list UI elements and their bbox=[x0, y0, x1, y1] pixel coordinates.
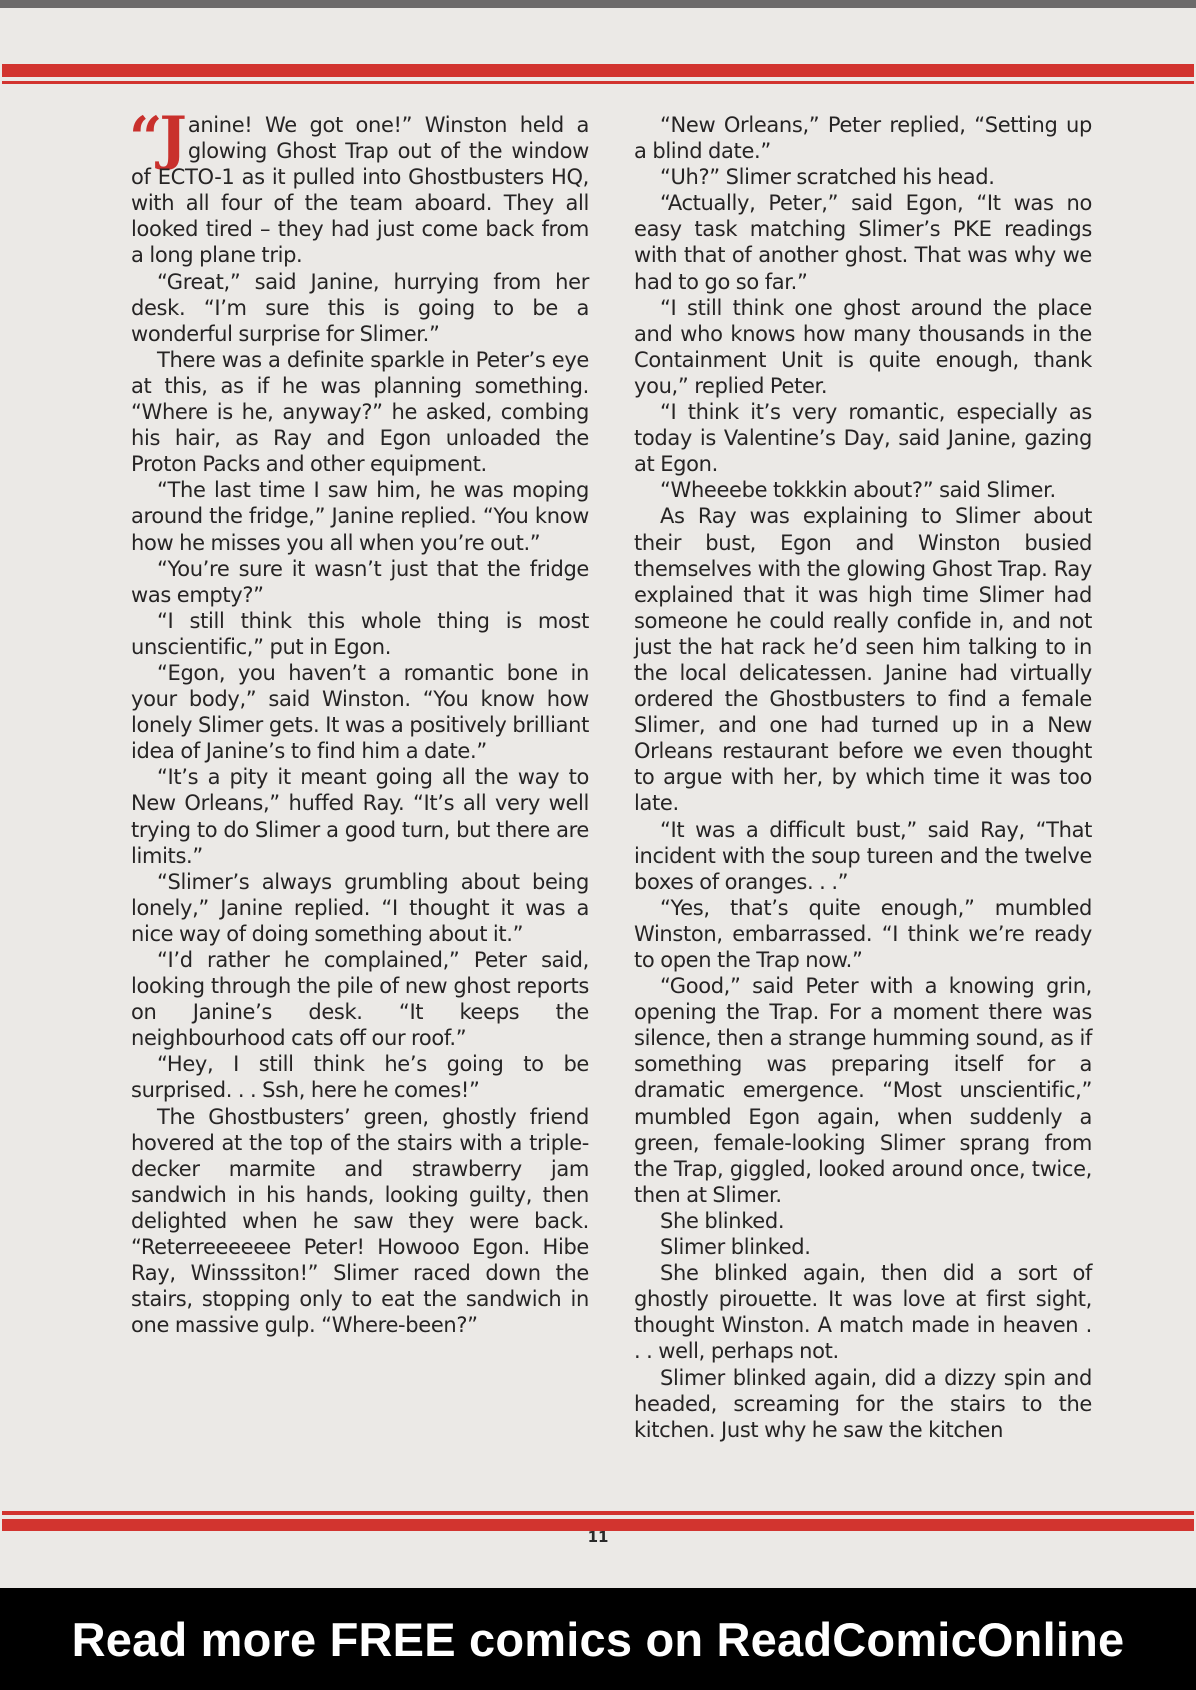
story-paragraph: She blinked again, then did a sort of ghostly pirouette. It was love at first sight, thought Winston. A match made in heaven . . . well, perhaps not. bbox=[634, 1261, 1092, 1364]
story-paragraph: “Egon, you haven’t a romantic bone in your body,” said Winston. “You know how lonely Slimer gets. It was a positively brilliant idea of Janine’s to find him a date.” bbox=[131, 660, 589, 764]
story-paragraph: “Great,” said Janine, hurrying from her desk. “I’m sure this is going to be a wonderful surprise for Slimer.” bbox=[131, 269, 589, 346]
story-paragraph: “New Orleans,” Peter replied, “Setting up a blind date.” bbox=[634, 113, 1092, 164]
story-paragraph: “Uh?” Slimer scratched his head. bbox=[660, 165, 995, 190]
story-paragraph: “Wheeebe tokkkin about?” said Slimer. bbox=[660, 478, 1056, 503]
page-number: 11 bbox=[587, 1528, 609, 1546]
story-paragraph: There was a definite sparkle in Peter’s eye at this, as if he was planning something. “Where is he, anyway?” he asked, combing his hair, as Ray and Egon unloaded the Proton Packs and other equipment. bbox=[131, 347, 589, 477]
story-paragraph: “Slimer’s always grumbling about being lonely,” Janine replied. “I thought it was a nice way of doing something about it.” bbox=[131, 869, 589, 946]
story-paragraph: As Ray was explaining to Slimer about their bust, Egon and Winston busied themselves with the glowing Ghost Trap. Ray explained that it was high time Slimer had someone he could really confide in, and not just the hat rack he’d seen him talking to in the local delicatessen. Janine had virtually ordered the Ghostbusters to find a female Slimer, and one had turned up in a New Orleans restaurant before we even thought to argue with her, by which time it was too late. bbox=[634, 504, 1092, 816]
story-column-left bbox=[129, 104, 589, 1338]
story-paragraph: “I still think one ghost around the place and who knows how many thousands in the Containment Unit is quite enough, thank you,” replied Peter. bbox=[634, 295, 1092, 398]
story-column-right bbox=[634, 112, 1092, 1443]
story-paragraph: “I think it’s very romantic, especially as today is Valentine’s Day, said Janine, gazing at Egon. bbox=[634, 400, 1092, 477]
promo-banner[interactable] bbox=[0, 1588, 1196, 1690]
story-paragraph: Slimer blinked. bbox=[660, 1235, 811, 1260]
story-paragraph: “Hey, I still think he’s going to be surprised. . . Ssh, here he comes!” bbox=[131, 1052, 589, 1103]
drop-cap: “J bbox=[129, 104, 184, 172]
story-paragraph: “I still think this whole thing is most unscientific,” put in Egon. bbox=[131, 608, 589, 659]
top-red-border bbox=[2, 64, 1194, 77]
story-paragraph: “You’re sure it wasn’t just that the fridge was empty?” bbox=[131, 556, 589, 607]
story-paragraph: “Good,” said Peter with a knowing grin, opening the Trap. For a moment there was silence, then a strange humming sound, as if something was preparing itself for a dramatic emergence. “Most unscientific,” mumbled Egon again, when suddenly a green, female-looking Slimer sprang from the Trap, giggled, looked around once, twice, then at Slimer. bbox=[634, 974, 1092, 1207]
story-paragraph: “It was a difficult bust,” said Ray, “That incident with the soup tureen and the twelve boxes of oranges. . .” bbox=[634, 817, 1092, 894]
story-paragraph: “Janine! We got one!” Winston held a glowing Ghost Trap out of the window of ECTO-1 as it pulled into Ghostbusters HQ, with all four of the team aboard. They all looked tired – they had just come back from a long plane trip. bbox=[129, 104, 589, 268]
story-paragraph: “The last time I saw him, he was moping around the fridge,” Janine replied. “You know how he misses you all when you’re out.” bbox=[131, 478, 589, 555]
story-paragraph: Slimer blinked again, did a dizzy spin and headed, screaming for the stairs to the kitchen. Just why he saw the kitchen bbox=[634, 1365, 1092, 1442]
story-paragraph: The Ghostbusters’ green, ghostly friend hovered at the top of the stairs with a triple-decker marmite and strawberry jam sandwich in his hands, looking guilty, then delighted when he saw they were back. “Reterreeeeeee Peter! Howooo Egon. Hibe Ray, Winsssiton!” Slimer raced down the stairs, stopping only to eat the sandwich in one massive gulp. “Where-been?” bbox=[131, 1104, 589, 1338]
promo-banner-text: Read more FREE comics on ReadComicOnline bbox=[71, 1612, 1125, 1666]
top-red-border-thin bbox=[2, 81, 1194, 84]
story-paragraph: “Actually, Peter,” said Egon, “It was no easy task matching Slimer’s PKE readings with that of another ghost. That was why we had to go so far.” bbox=[634, 191, 1092, 294]
story-paragraph: “I’d rather he complained,” Peter said, looking through the pile of new ghost reports on Janine’s desk. “It keeps the neighbourhood cats off our roof.” bbox=[131, 948, 589, 1051]
story-paragraph: “Yes, that’s quite enough,” mumbled Winston, embarrassed. “I think we’re ready to open the Trap now.” bbox=[634, 895, 1092, 972]
story-paragraph: “It’s a pity it meant going all the way to New Orleans,” huffed Ray. “It’s all very well trying to do Slimer a good turn, but there are limits.” bbox=[131, 765, 589, 868]
bottom-red-border-thin bbox=[2, 1511, 1194, 1515]
page-top-edge bbox=[0, 0, 1196, 8]
story-paragraph: She blinked. bbox=[660, 1208, 785, 1233]
